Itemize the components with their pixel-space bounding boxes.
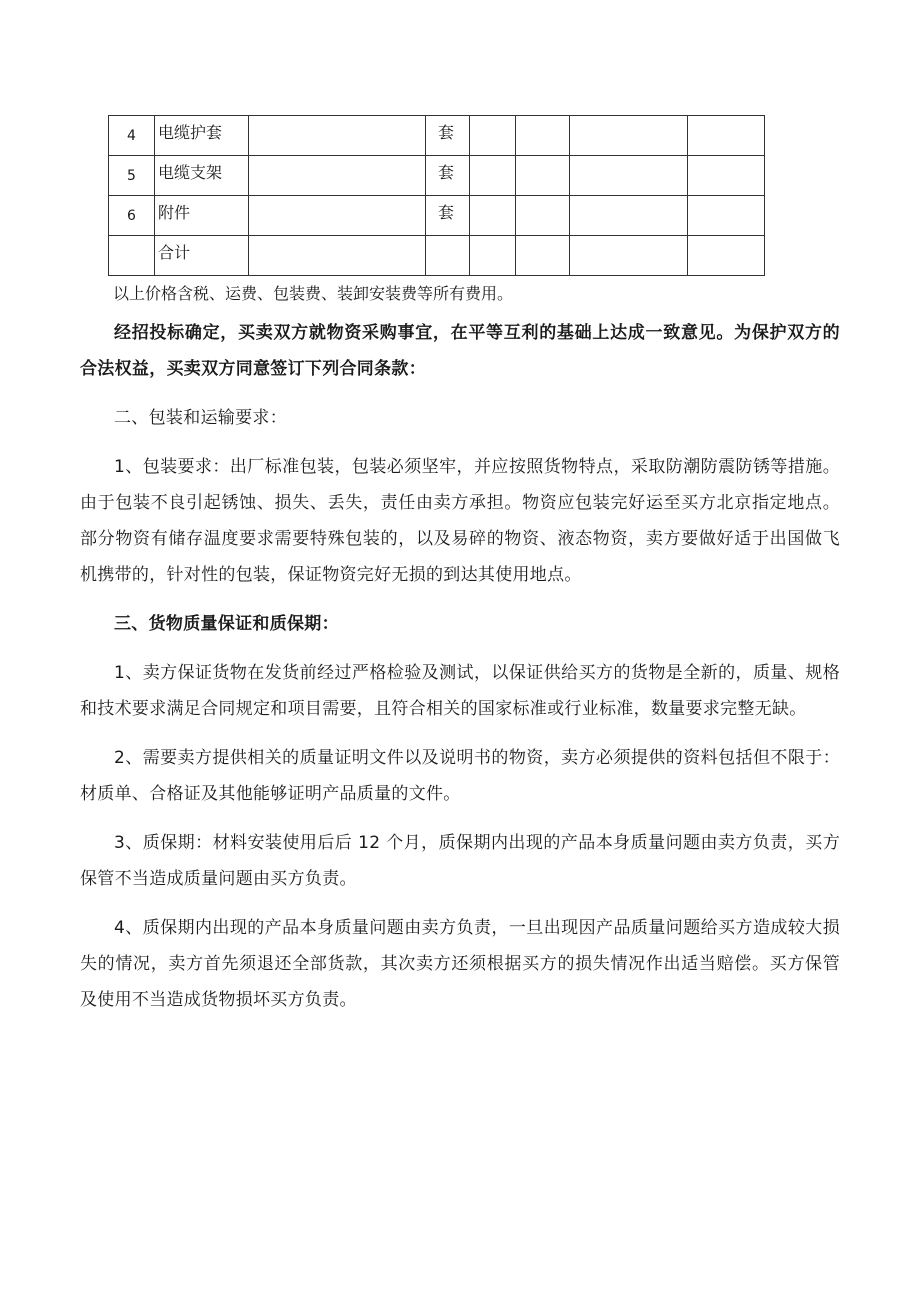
intro-paragraph: 经招投标确定，买卖双方就物资采购事宜，在平等互利的基础上达成一致意见。为保护双方的合法权益，买卖双方同意签订下列合同条款： [80,323,840,379]
section-3-title: 三、货物质量保证和质保期： [114,614,339,634]
table-row [109,156,765,196]
item-spec [249,116,426,156]
section-3-item-4: 4、质保期内出现的产品本身质量问题由卖方负责，一旦出现因产品质量问题给买方造成较大损失的情况，卖方首先须退还全部货款，其次卖方还须根据买方的损失情况作出适当赔偿。买方保管及使用不当造成货物损坏买方负责。 [80,918,840,1010]
item-name: 电缆护套 [155,116,249,156]
table-row-total [109,236,765,276]
contract-body [80,315,840,1018]
item-name: 合计 [155,236,249,276]
section-2-item-1: 1、包装要求：出厂标准包装，包装必须坚牢，并应按照货物特点，采取防潮防震防锈等措施。由于包装不良引起锈蚀、损失、丢失，责任由卖方承担。物资应包装完好运至买方北京指定地点。部分物资有储存温度要求需要特殊包装的，以及易碎的物资、液态物资，卖方要做好适于出国做飞机携带的，针对性的包装，保证物资完好无损的到达其使用地点。 [80,457,840,585]
table-cell [470,116,516,156]
item-unit: 套 [426,116,470,156]
table-cell [688,236,765,276]
row-number: 5 [109,156,155,196]
table-cell [470,236,516,276]
row-number: 4 [109,116,155,156]
table-cell [470,156,516,196]
price-note: 以上价格含税、运费、包装费、装卸安装费等所有费用。 [113,284,514,303]
row-number: 6 [109,196,155,236]
item-unit [426,236,470,276]
table-cell [570,116,688,156]
table-cell [688,116,765,156]
section-3-item-3: 3、质保期：材料安装使用后后 12 个月，质保期内出现的产品本身质量问题由卖方负责，买方保管不当造成质量问题由买方负责。 [80,833,840,889]
table-row [109,116,765,156]
section-3-item-1: 1、卖方保证货物在发货前经过严格检验及测试，以保证供给买方的货物是全新的，质量、规格和技术要求满足合同规定和项目需要，且符合相关的国家标准或行业标准，数量要求完整无缺。 [80,663,840,719]
row-number [109,236,155,276]
table-cell [516,196,570,236]
table-cell [570,156,688,196]
table-cell [470,196,516,236]
table-cell [688,196,765,236]
item-unit: 套 [426,196,470,236]
item-name: 附件 [155,196,249,236]
table-cell [688,156,765,196]
table-cell [516,156,570,196]
item-spec [249,196,426,236]
price-table [108,115,765,276]
item-spec [249,156,426,196]
table-cell [570,236,688,276]
table-cell [516,116,570,156]
table-cell [516,236,570,276]
section-2-title: 二、包装和运输要求： [114,408,287,428]
item-name: 电缆支架 [155,156,249,196]
table-row [109,196,765,236]
item-unit: 套 [426,156,470,196]
table-cell [570,196,688,236]
item-spec [249,236,426,276]
section-3-item-2: 2、需要卖方提供相关的质量证明文件以及说明书的物资，卖方必须提供的资料包括但不限于：材质单、合格证及其他能够证明产品质量的文件。 [80,748,840,804]
